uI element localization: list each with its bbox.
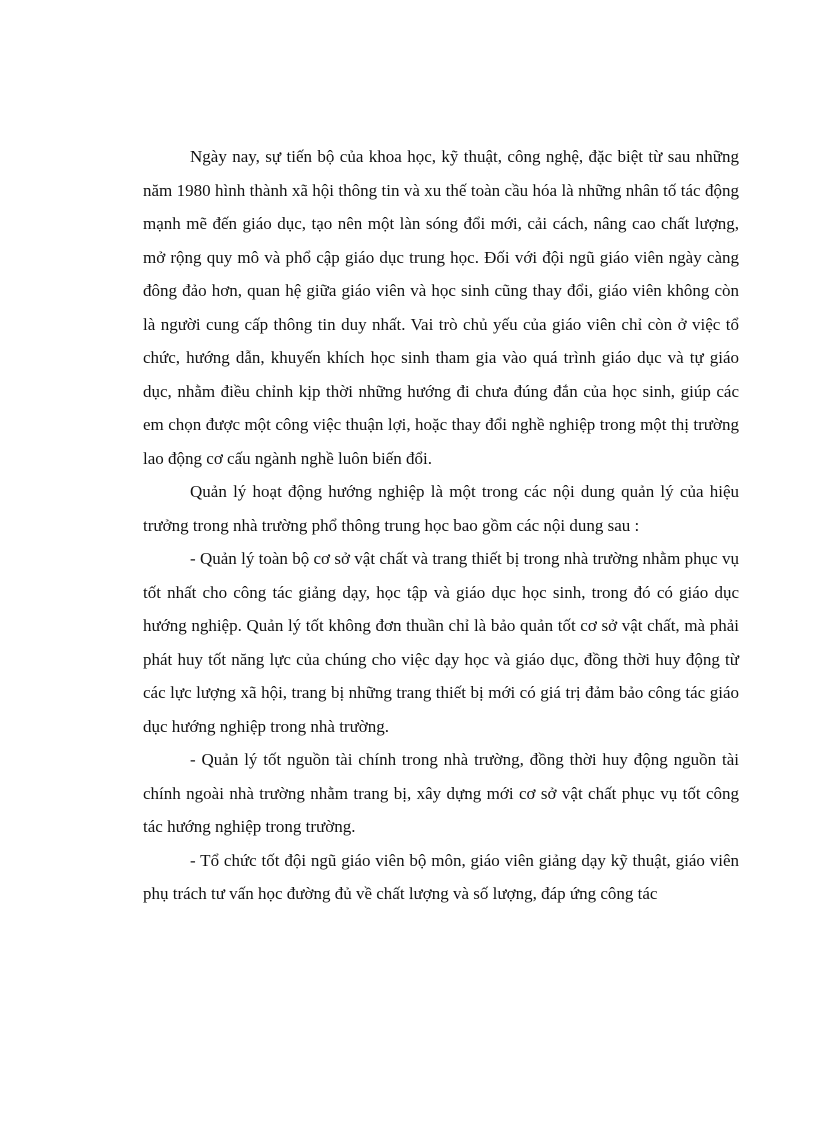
document-page	[143, 140, 739, 911]
paragraph-intro: Ngày nay, sự tiến bộ của khoa học, kỹ thuật, công nghệ, đặc biệt từ sau những năm 1980 hình thành xã hội thông tin và xu thế toàn cầu hóa là những nhân tố tác động mạnh mẽ đến giáo dục, tạo nên một làn sóng đổi mới, cải cách, nâng cao chất lượng, mở rộng quy mô và phổ cập giáo dục trung học. Đối với đội ngũ giáo viên ngày càng đông đảo hơn, quan hệ giữa giáo viên và học sinh cũng thay đổi, giáo viên không còn là người cung cấp thông tin duy nhất. Vai trò chủ yếu của giáo viên chỉ còn ở việc tổ chức, hướng dẫn, khuyến khích học sinh tham gia vào quá trình giáo dục và tự giáo dục, nhằm điều chỉnh kịp thời những hướng đi chưa đúng đắn của học sinh, giúp các em chọn được một công việc thuận lợi, hoặc thay đổi nghề nghiệp trong một thị trường lao động cơ cấu ngành nghề luôn biến đổi.	[143, 147, 739, 468]
paragraph-finance: - Quản lý tốt nguồn tài chính trong nhà trường, đồng thời huy động nguồn tài chính ngoài nhà trường nhằm trang bị, xây dựng mới cơ sở vật chất phục vụ tốt công tác hướng nghiệp trong trường.	[143, 750, 739, 836]
paragraph-facilities: - Quản lý toàn bộ cơ sở vật chất và trang thiết bị trong nhà trường nhằm phục vụ tốt nhất cho công tác giảng dạy, học tập và giáo dục học sinh, trong đó có giáo dục hướng nghiệp. Quản lý tốt không đơn thuần chỉ là bảo quản tốt cơ sở vật chất, mà phải phát huy tốt năng lực của chúng cho việc dạy học và giáo dục, đồng thời huy động từ các lực lượng xã hội, trang bị những trang thiết bị mới có giá trị đảm bảo công tác giáo dục hướng nghiệp trong nhà trường.	[143, 549, 739, 736]
paragraph-management-scope: Quản lý hoạt động hướng nghiệp là một trong các nội dung quản lý của hiệu trưởng trong nhà trường phổ thông trung học bao gồm các nội dung sau :	[143, 482, 739, 535]
paragraph-teaching-staff: - Tổ chức tốt đội ngũ giáo viên bộ môn, giáo viên giảng dạy kỹ thuật, giáo viên phụ trách tư vấn học đường đủ về chất lượng và số lượng, đáp ứng công tác	[143, 850, 739, 903]
